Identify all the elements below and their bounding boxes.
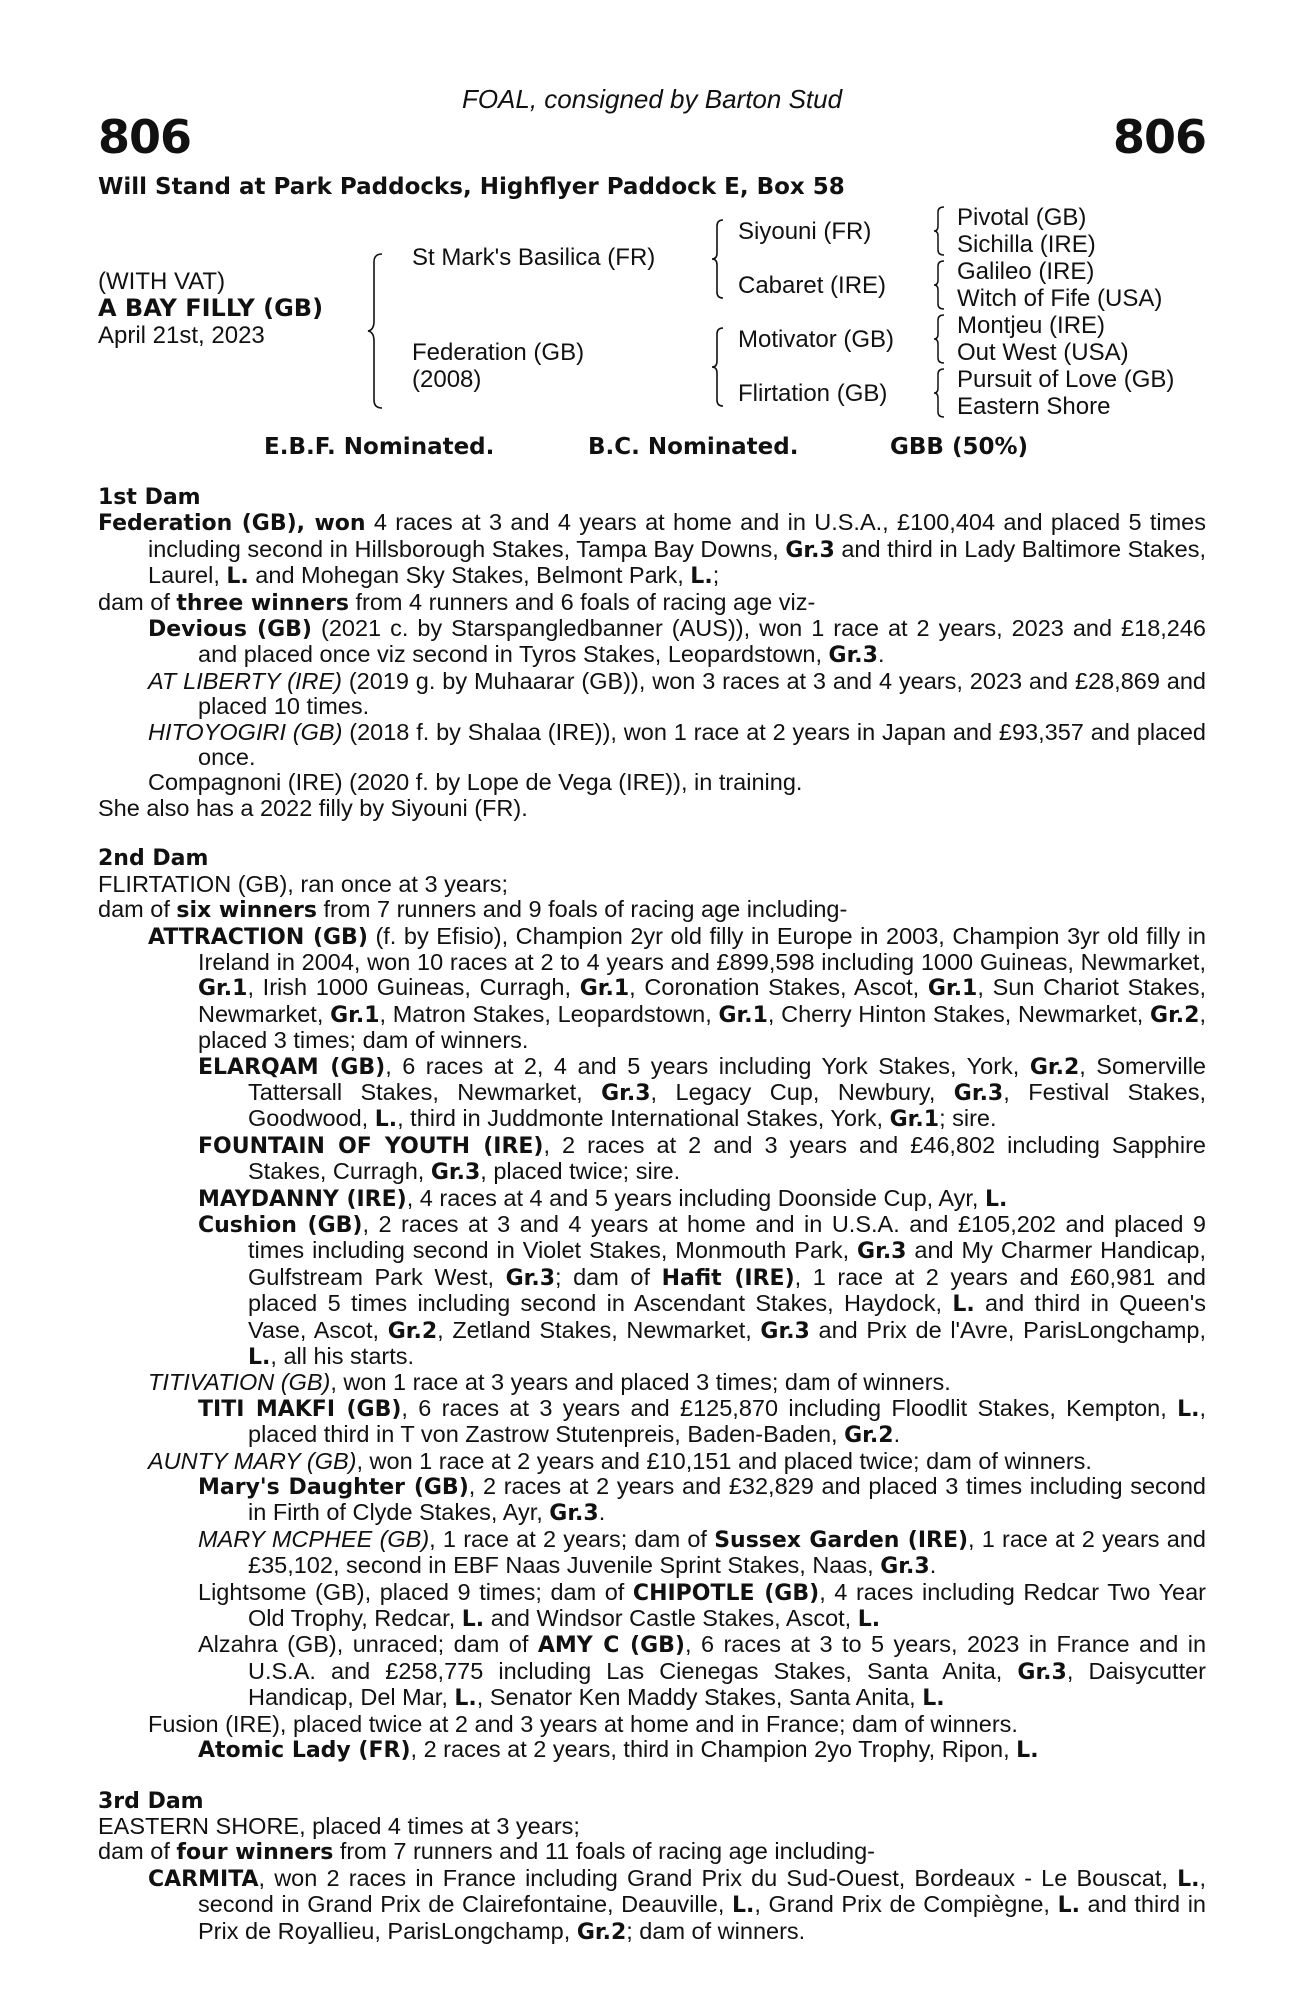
text-run: Fusion (IRE), placed twice at 2 and 3 years at home and in France; dam of winners. (148, 1710, 1018, 1737)
text-run: (2019 g. by Muhaarar (GB)), won 3 races at 3 and 4 years, 2023 and £28,869 and placed 10 times. (198, 667, 1206, 720)
text-run: Gr.3 (857, 1239, 907, 1265)
text-run: L. (1057, 1893, 1080, 1919)
produce-entry (98, 1054, 1206, 1133)
text-run: Gr.1 (927, 976, 978, 1002)
first-dam-intro (98, 510, 1206, 589)
text-run: three winners (176, 590, 349, 616)
text-run: , all his starts. (270, 1343, 415, 1369)
text-run: CARMITA (148, 1866, 259, 1892)
text-run: 4 races at 3 and 4 years at home and in U.S.A., £100,404 and placed 5 times including second in Hillsborough Stakes, Tampa Bay Downs, (148, 509, 1207, 562)
text-run: , won 2 races in France including Grand Prix du Sud-Ouest, Bordeaux - Le Bouscat, (258, 1864, 1178, 1891)
text-run: , 4 races at 4 and 5 years including Doonside Cup, Ayr, (406, 1184, 985, 1211)
produce-entry (98, 924, 1206, 1054)
text-run: L. (374, 1107, 398, 1133)
text-run: L. (226, 564, 249, 590)
text-run: , 6 races at 3 to 5 years, 2023 in France and in U.S.A. and £258,775 including Las Cienegas Stakes, Santa Anita, (248, 1631, 1207, 1684)
produce-entry (98, 1737, 1206, 1763)
text-run: L. (690, 564, 713, 590)
text-run: , 2 races at 3 and 4 years at home and in U.S.A. and £105,202 and placed 9 times including second in Violet Stakes, Monmouth Park, (248, 1210, 1206, 1264)
sire: St Mark's Basilica (FR) (412, 244, 656, 271)
text-run: , 1 race at 2 years and £60,981 and placed 5 times including second in Ascendant Stakes, Haydock, (248, 1263, 1206, 1317)
pedigree-brace-g4 (932, 367, 946, 419)
dam: Federation (GB) (412, 339, 585, 366)
text-run: , won 1 race at 3 years and placed 3 times; dam of winners. (330, 1369, 951, 1396)
text-run: six winners (176, 898, 317, 924)
third-dam-entries (98, 1866, 1206, 1945)
text-run: Gr.3 (601, 1080, 651, 1106)
produce-entry (98, 1580, 1206, 1633)
gg-3: Galileo (IRE) (957, 258, 1095, 285)
first-dam-section (98, 485, 1206, 821)
text-run: and third in Lady Baltimore Stakes, Laurel, (148, 535, 1206, 589)
dam-sire: Motivator (GB) (738, 326, 895, 353)
gg-7: Pursuit of Love (GB) (957, 366, 1175, 393)
text-run: , 1 race at 2 years and £35,102, second in EBF Naas Juvenile Sprint Stakes, Naas, (248, 1525, 1206, 1579)
text-run: and third in Queen's Vase, Ascot, (248, 1290, 1207, 1343)
text-run: , Sun Chariot Stakes, Newmarket, (198, 974, 1206, 1027)
text-run: and My Charmer Handicap, Gulfstream Park West, (248, 1237, 1206, 1290)
text-run: ; (712, 562, 720, 589)
text-run: , 2 races at 2 years, third in Champion 2yo Trophy, Ripon, (410, 1736, 1017, 1763)
text-run: CHIPOTLE (GB) (632, 1580, 820, 1606)
text-run: Gr.2 (576, 1919, 627, 1945)
progeny-entry (98, 720, 1206, 771)
text-run: Gr.3 (880, 1554, 930, 1580)
second-dam-produce-summary (98, 897, 1206, 923)
produce-entry (98, 1712, 1206, 1737)
gg-8: Eastern Shore (957, 393, 1111, 420)
third-dam-intro: EASTERN SHORE, placed 4 times at 3 years; (98, 1812, 580, 1839)
second-dam-section (98, 846, 1206, 1763)
text-run: , Matron Stakes, Leopardstown, (379, 1000, 719, 1027)
pedigree-brace-dam (710, 326, 726, 408)
text-run: , Senator Ken Maddy Stakes, Santa Anita, (476, 1684, 923, 1711)
text-run: , Legacy Cup, Newbury, (650, 1078, 954, 1105)
text-run: L. (454, 1686, 477, 1712)
text-run: Gr.2 (844, 1423, 894, 1449)
text-run: AMY C (GB) (537, 1633, 685, 1659)
third-dam-produce-summary (98, 1839, 1206, 1865)
text-run: ; dam of winners. (626, 1917, 806, 1944)
text-run: L. (1177, 1396, 1200, 1422)
text-run: , second in Grand Prix de Clairefontaine, Deauville, (198, 1864, 1206, 1918)
consignment-line: FOAL, consigned by Barton Stud (461, 84, 843, 114)
text-run: from 7 runners and 11 foals of racing age including- (333, 1838, 875, 1865)
produce-entry (98, 1186, 1206, 1212)
text-run: Gr.3 (505, 1265, 556, 1291)
pedigree-brace-g1 (932, 205, 946, 257)
text-run: ELARQAM (GB) (198, 1054, 386, 1080)
text-run: Gr.3 (760, 1318, 810, 1344)
text-run: , Grand Prix de Compiègne, (754, 1891, 1058, 1918)
text-run: , Coronation Stakes, Ascot, (629, 974, 928, 1001)
text-run: . (877, 641, 885, 668)
text-run: . (598, 1499, 606, 1526)
text-run: Gr.3 (828, 643, 878, 669)
text-run: . (929, 1552, 937, 1579)
produce-entry (98, 1527, 1206, 1580)
text-run: dam of (98, 896, 177, 923)
text-run: Gr.1 (889, 1107, 940, 1133)
pedigree-brace-sire (710, 218, 726, 300)
dam-year: (2008) (412, 366, 482, 393)
vat-note: (WITH VAT) (98, 268, 226, 295)
text-run: four winners (176, 1840, 334, 1866)
progeny-entry (98, 770, 1206, 795)
text-run: L. (248, 1345, 271, 1370)
progeny-entry (98, 669, 1206, 720)
progeny-entry (98, 616, 1206, 669)
text-run: , Zetland Stakes, Newmarket, (437, 1316, 761, 1343)
text-run: Gr.1 (330, 1002, 380, 1028)
produce-entry (98, 1212, 1206, 1370)
lot-name: A BAY FILLY (GB) (98, 294, 324, 322)
first-dam-progeny (98, 616, 1206, 796)
text-run: Gr.2 (1150, 1002, 1200, 1028)
text-run: TITI MAKFI (GB) (198, 1396, 402, 1422)
text-run: Alzahra (GB), unraced; dam of (198, 1631, 538, 1658)
produce-entry (98, 1632, 1206, 1711)
text-run: L. (922, 1686, 945, 1712)
text-run: FOUNTAIN OF YOUTH (IRE) (198, 1133, 544, 1159)
text-run: Gr.3 (953, 1080, 1004, 1106)
text-run: dam of (98, 1838, 177, 1865)
text-run: MAYDANNY (IRE) (198, 1186, 407, 1212)
text-run: ATTRACTION (GB) (148, 924, 368, 950)
text-run: (2021 c. by Starspangledbanner (AUS)), won 1 race at 2 years, 2023 and £18,246 and placed once viz second in Tyros Stakes, Leopardstown, (198, 615, 1207, 668)
text-run: Gr.3 (549, 1501, 599, 1527)
text-run: Gr.1 (579, 976, 630, 1002)
first-dam-produce-summary (98, 590, 1206, 616)
text-run: , 6 races at 3 years and £125,870 including Floodlit Stakes, Kempton, (401, 1394, 1178, 1421)
text-run: Gr.1 (718, 1002, 768, 1028)
gg-1: Pivotal (GB) (957, 204, 1087, 231)
text-run: (f. by Efisio), Champion 2yr old filly in Europe in 2003, Champion 3yr old filly in Ireland in 2004, won 10 races at 2 to 4 years and £899,598 including 1000 Guineas, Newmarket, (198, 922, 1206, 975)
pedigree-table (98, 200, 1206, 425)
sire-sire: Siyouni (FR) (738, 218, 872, 245)
pedigree-brace-g2 (932, 259, 946, 311)
produce-entry (98, 1449, 1206, 1474)
gg-4: Witch of Fife (USA) (957, 285, 1163, 312)
text-run: , won 1 race at 2 years and £10,151 and placed twice; dam of winners. (356, 1447, 1092, 1474)
stand-location: Will Stand at Park Paddocks, Highflyer Paddock E, Box 58 (98, 174, 845, 200)
text-run: , 2 races at 2 and 3 years and £46,802 including Sapphire Stakes, Curragh, (248, 1131, 1206, 1185)
text-run: L. (952, 1292, 975, 1318)
produce-entry (98, 1133, 1206, 1186)
text-run: Gr.3 (785, 537, 835, 563)
sire-dam: Cabaret (IRE) (738, 272, 887, 299)
pedigree-brace-1 (366, 252, 386, 410)
text-run: ; sire. (939, 1105, 997, 1132)
gbb-note: GBB (50%) (890, 434, 1029, 460)
second-dam-entries (98, 924, 1206, 1764)
text-run: , Irish 1000 Guineas, Curragh, (247, 974, 580, 1001)
text-run: , 6 races at 2, 4 and 5 years including York Stakes, York, (385, 1052, 1030, 1079)
text-run: Cushion (GB) (198, 1212, 363, 1238)
text-run: Gr.2 (387, 1318, 438, 1344)
text-run: , Cherry Hinton Stakes, Newmarket, (767, 1000, 1151, 1027)
bc-nomination: B.C. Nominated. (588, 434, 799, 460)
produce-record (98, 485, 1206, 1970)
lot-number-left: 806 (98, 110, 192, 164)
text-run: , 1 race at 2 years; dam of (429, 1525, 715, 1552)
text-run: and Windsor Castle Stakes, Ascot, (484, 1605, 858, 1632)
text-run: , third in Juddmonte International Stakes, York, (397, 1105, 890, 1132)
text-run: , 4 races including Redcar Two Year Old Trophy, Redcar, (248, 1578, 1206, 1632)
text-run: Atomic Lady (FR) (198, 1738, 411, 1764)
third-dam-section (98, 1789, 1206, 1945)
text-run: , placed twice; sire. (480, 1158, 681, 1185)
text-run: Gr.2 (1029, 1054, 1080, 1080)
text-run: Gr.3 (430, 1160, 481, 1186)
text-run: ; dam of (555, 1263, 662, 1290)
text-run: Compagnoni (IRE) (2020 f. by Lope de Vega (IRE)), in training. (148, 769, 803, 796)
text-run: L. (1016, 1738, 1039, 1764)
catalogue-page (98, 0, 1206, 2000)
second-dam-heading: 2nd Dam (98, 846, 209, 872)
text-run: dam of (98, 588, 177, 615)
text-run: (2018 f. by Shalaa (IRE)), won 1 race at 2 years in Japan and £93,357 and placed once. (198, 718, 1206, 771)
first-dam-note: She also has a 2022 filly by Siyouni (FR). (98, 794, 528, 821)
text-run: Gr.1 (198, 976, 248, 1002)
text-run: L. (857, 1607, 881, 1633)
gg-5: Montjeu (IRE) (957, 312, 1106, 339)
produce-entry (98, 1474, 1206, 1527)
text-run: L. (461, 1607, 485, 1633)
text-run: AT LIBERTY (IRE) (148, 667, 342, 694)
lot-number-right: 806 (1112, 110, 1206, 164)
produce-entry (98, 1866, 1206, 1945)
text-run: and Prix de l'Avre, ParisLongchamp, (809, 1316, 1206, 1343)
text-run: , 2 races at 2 years and £32,829 and placed 3 times including second in Firth of Clyde Stakes, Ayr, (248, 1473, 1206, 1526)
gg-6: Out West (USA) (957, 339, 1129, 366)
pedigree-brace-g3 (932, 313, 946, 365)
text-run: , placed third in T von Zastrow Stutenpreis, Baden-Baden, (248, 1394, 1207, 1448)
second-dam-intro: FLIRTATION (GB), ran once at 3 years; (98, 870, 509, 897)
text-run: from 4 runners and 6 foals of racing age viz- (348, 588, 816, 615)
text-run: TITIVATION (GB) (148, 1369, 331, 1396)
text-run: Lightsome (GB), placed 9 times; dam of (198, 1578, 633, 1605)
text-run: . (893, 1421, 901, 1448)
text-run: Federation (GB), won (98, 511, 366, 537)
produce-entry (98, 1396, 1206, 1449)
ebf-nomination: E.B.F. Nominated. (264, 434, 495, 460)
text-run: , Somerville Tattersall Stakes, Newmarket, (248, 1052, 1207, 1105)
text-run: MARY MCPHEE (GB) (198, 1525, 430, 1552)
text-run: Mary's Daughter (GB) (198, 1475, 469, 1501)
third-dam-heading: 3rd Dam (98, 1788, 204, 1814)
text-run: Sussex Garden (IRE) (714, 1527, 969, 1553)
text-run: , Daisycutter Handicap, Del Mar, (248, 1657, 1206, 1711)
text-run: L. (985, 1186, 1008, 1212)
foaling-date: April 21st, 2023 (98, 322, 265, 349)
text-run: from 7 runners and 9 foals of racing age including- (316, 896, 848, 923)
text-run: HITOYOGIRI (GB) (148, 718, 343, 745)
text-run: , placed 3 times; dam of winners. (198, 1000, 1206, 1054)
text-run: Hafit (IRE) (661, 1265, 795, 1291)
text-run: L. (731, 1893, 755, 1919)
text-run: Gr.3 (1017, 1659, 1067, 1685)
text-run: L. (1177, 1866, 1200, 1892)
dam-dam: Flirtation (GB) (738, 380, 888, 407)
text-run: and third in Prix de Royallieu, ParisLongchamp, (198, 1891, 1206, 1944)
text-run: AUNTY MARY (GB) (148, 1447, 357, 1474)
gg-2: Sichilla (IRE) (957, 231, 1096, 258)
text-run: and Mohegan Sky Stakes, Belmont Park, (248, 562, 691, 589)
text-run: , Festival Stakes, Goodwood, (248, 1078, 1206, 1132)
first-dam-heading: 1st Dam (98, 485, 201, 510)
produce-entry (98, 1370, 1206, 1395)
text-run: Devious (GB) (148, 617, 312, 643)
